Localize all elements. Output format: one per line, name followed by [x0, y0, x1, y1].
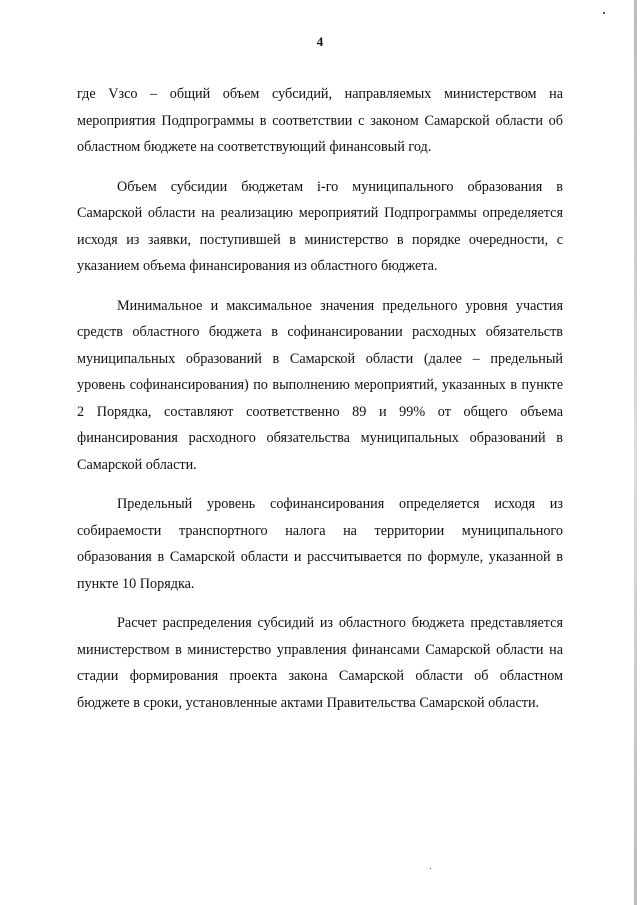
paragraph-distribution-calculation: Расчет распределения субсидий из областного бюджета представляется министерством в министерство управления финансами Самарской области на стадии формирования проекта закона Самарской области об областном бюджете в сроки, установленные актами Правительства Самарской области.	[77, 615, 563, 711]
paragraph-cofinancing-limit: Предельный уровень софинансирования определяется исходя из собираемости транспортного налога на территории муниципального образования в Самарской области и рассчитывается по формуле, указанной в пункте 10 Порядка.	[77, 496, 563, 592]
paragraph-cofinancing-levels: Минимальное и максимальное значения предельного уровня участия средств областного бюджета в софинансировании расходных обязательств муниципальных образований в Самарской области (далее – предельный уровень софинансирования) по выполнению мероприятий, указанных в пункте 2 Порядка, составляют соответственно 89 и 99% от общего объема финансирования расходного обязательства муниципальных образований в Самарской области.	[77, 297, 563, 473]
scan-speck	[603, 12, 605, 14]
paragraph-vzso-definition: где Vзсо – общий объем субсидий, направляемых министерством на мероприятия Подпрограммы в соответствии с законом Самарской области об областном бюджете на соответствующий финансовый год.	[77, 86, 563, 155]
paragraph-subsidy-volume: Объем субсидии бюджетам i-го муниципального образования в Самарской области на реализацию мероприятий Подпрограммы определяется исходя из заявки, поступившей в министерство в порядке очередности, с указанием объема финансирования из областного бюджета.	[77, 178, 563, 274]
scan-edge-shadow	[634, 0, 637, 905]
page-number: 4	[316, 34, 324, 49]
scan-speck	[430, 868, 431, 869]
document-body	[77, 81, 563, 729]
